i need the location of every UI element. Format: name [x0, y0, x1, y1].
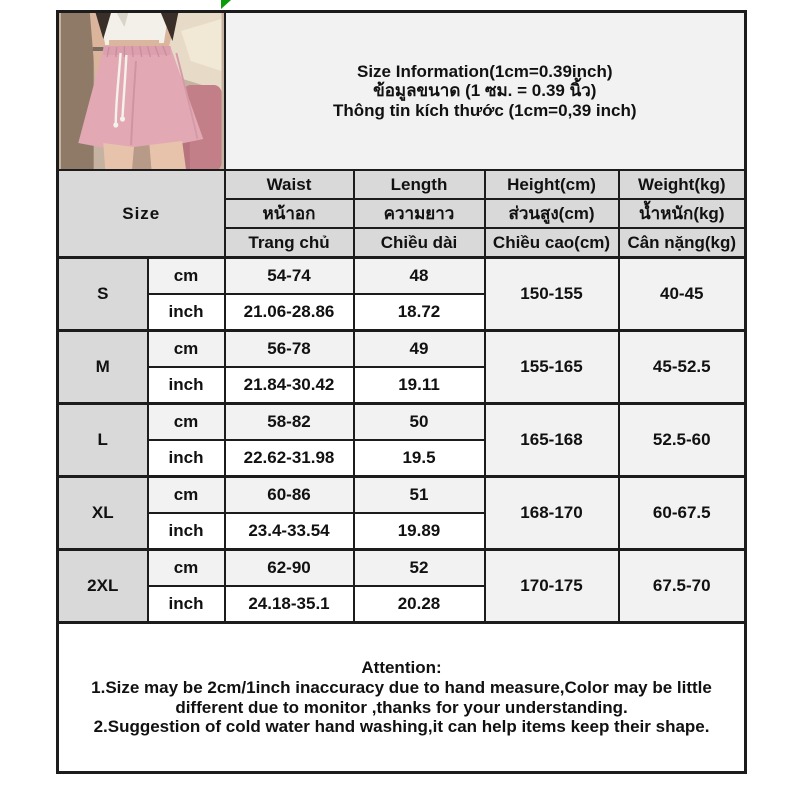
- table-row: [58, 404, 746, 441]
- title-line-th: ข้อมูลขนาด (1 ซม. = 0.39 นิ้ว): [373, 81, 597, 101]
- table-row: [58, 258, 746, 295]
- waist-inch-value: 23.4-33.54: [225, 513, 354, 550]
- col-header-waist-en: Waist: [225, 170, 354, 199]
- col-header-height-th: ส่วนสูง(cm): [485, 199, 619, 228]
- unit-label-cm: cm: [148, 477, 225, 514]
- length-cm-value: 50: [354, 404, 485, 441]
- waist-inch-value: 24.18-35.1: [225, 586, 354, 623]
- col-header-weight-vi: Cân nặng(kg): [619, 228, 746, 258]
- waist-cm-value: 60-86: [225, 477, 354, 514]
- col-header-weight-th: น้ำหนัก(kg): [619, 199, 746, 228]
- title-line-en: Size Information(1cm=0.39inch): [356, 61, 613, 81]
- size-info-title: [225, 12, 746, 171]
- col-header-length-th: ความยาว: [354, 199, 485, 228]
- corner-size-label: Size: [58, 170, 225, 258]
- unit-label-cm: cm: [148, 331, 225, 368]
- length-cm-value: 52: [354, 550, 485, 587]
- unit-label-inch: inch: [148, 586, 225, 623]
- unit-label-cm: cm: [148, 258, 225, 295]
- waist-inch-value: 21.84-30.42: [225, 367, 354, 404]
- size-label-s: S: [58, 258, 148, 331]
- table-row: [58, 12, 746, 171]
- weight-value: 45-52.5: [619, 331, 746, 404]
- size-label-2xl: 2XL: [58, 550, 148, 623]
- length-inch-value: 19.5: [354, 440, 485, 477]
- height-value: 168-170: [485, 477, 619, 550]
- col-header-length-vi: Chiều dài: [354, 228, 485, 258]
- col-header-weight-en: Weight(kg): [619, 170, 746, 199]
- size-label-xl: XL: [58, 477, 148, 550]
- col-header-length-en: Length: [354, 170, 485, 199]
- col-header-waist-vi: Trang chủ: [225, 228, 354, 258]
- col-header-height-vi: Chiều cao(cm): [485, 228, 619, 258]
- length-cm-value: 49: [354, 331, 485, 368]
- weight-value: 40-45: [619, 258, 746, 331]
- comment-marker-icon: [221, 0, 231, 9]
- weight-value: 60-67.5: [619, 477, 746, 550]
- size-chart-sheet: [56, 10, 744, 774]
- weight-value: 52.5-60: [619, 404, 746, 477]
- title-line-vi: Thông tin kích thước (1cm=0,39 inch): [333, 100, 637, 120]
- unit-label-cm: cm: [148, 550, 225, 587]
- length-cm-value: 51: [354, 477, 485, 514]
- attention-note-1: 1.Size may be 2cm/1inch inaccuracy due to hand measure,Color may be little different due to monitor ,thanks for your understanding.: [91, 677, 712, 717]
- size-label-l: L: [58, 404, 148, 477]
- height-value: 155-165: [485, 331, 619, 404]
- table-row: [58, 170, 746, 199]
- attention-note-2: 2.Suggestion of cold water hand washing,it can help items keep their shape.: [93, 717, 710, 737]
- size-label-m: M: [58, 331, 148, 404]
- length-cm-value: 48: [354, 258, 485, 295]
- product-photo-illustration: [61, 13, 222, 169]
- unit-label-inch: inch: [148, 513, 225, 550]
- unit-label-cm: cm: [148, 404, 225, 441]
- table-row: [58, 477, 746, 514]
- waist-cm-value: 54-74: [225, 258, 354, 295]
- length-inch-value: 19.11: [354, 367, 485, 404]
- table-row: [58, 623, 746, 773]
- size-information-table: [56, 10, 747, 774]
- table-row: [58, 331, 746, 368]
- waist-cm-value: 56-78: [225, 331, 354, 368]
- length-inch-value: 18.72: [354, 294, 485, 331]
- unit-label-inch: inch: [148, 367, 225, 404]
- length-inch-value: 20.28: [354, 586, 485, 623]
- col-header-waist-th: หน้าอก: [225, 199, 354, 228]
- weight-value: 67.5-70: [619, 550, 746, 623]
- col-header-height-en: Height(cm): [485, 170, 619, 199]
- unit-label-inch: inch: [148, 440, 225, 477]
- waist-cm-value: 58-82: [225, 404, 354, 441]
- waist-cm-value: 62-90: [225, 550, 354, 587]
- waist-inch-value: 22.62-31.98: [225, 440, 354, 477]
- height-value: 165-168: [485, 404, 619, 477]
- attention-notes: [58, 623, 746, 773]
- unit-label-inch: inch: [148, 294, 225, 331]
- table-row: [58, 550, 746, 587]
- length-inch-value: 19.89: [354, 513, 485, 550]
- attention-heading: Attention:: [361, 658, 442, 678]
- height-value: 170-175: [485, 550, 619, 623]
- height-value: 150-155: [485, 258, 619, 331]
- waist-inch-value: 21.06-28.86: [225, 294, 354, 331]
- product-photo: [61, 13, 222, 169]
- product-photo-cell: [58, 12, 225, 171]
